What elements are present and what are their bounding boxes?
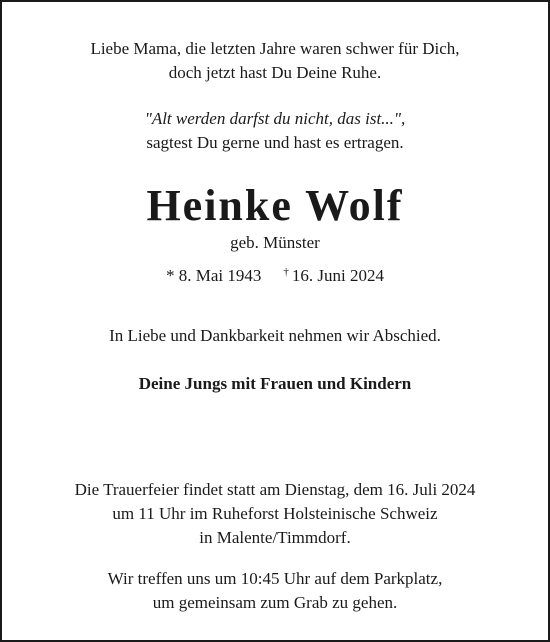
meeting-line-2: um gemeinsam zum Grab zu gehen. (152, 593, 398, 612)
birth-star-icon: * (166, 266, 175, 285)
ceremony-line-3: in Malente/Timmdorf. (199, 528, 351, 547)
mourners-signature: Deine Jungs mit Frauen und Kindern (138, 374, 412, 393)
death-cross-icon: † (283, 266, 289, 278)
ceremony-line-2: um 11 Uhr im Ruheforst Holsteinische Schweiz (112, 504, 438, 523)
quote-line-2: sagtest Du gerne und hast es ertragen. (146, 133, 404, 152)
deceased-name: Heinke Wolf (146, 181, 404, 230)
death-date: 16. Juni 2024 (291, 266, 384, 285)
ceremony-line-1: Die Trauerfeier findet statt am Dienstag, dem 16. Juli 2024 (74, 480, 476, 499)
meeting-line-1: Wir treffen uns um 10:45 Uhr auf dem Parkplatz, (107, 569, 443, 588)
intro-line-2: doch jetzt hast Du Deine Ruhe. (168, 63, 382, 82)
quote-line-1: "Alt werden darfst du nicht, das ist...", (144, 109, 406, 128)
farewell-text: In Liebe und Dankbarkeit nehmen wir Abschied. (109, 326, 441, 345)
life-dates (2, 261, 548, 287)
birth-date: 8. Mai 1943 (178, 266, 262, 285)
intro-line-1: Liebe Mama, die letzten Jahre waren schwer für Dich, (90, 39, 460, 58)
birth-name: geb. Münster (230, 233, 320, 252)
